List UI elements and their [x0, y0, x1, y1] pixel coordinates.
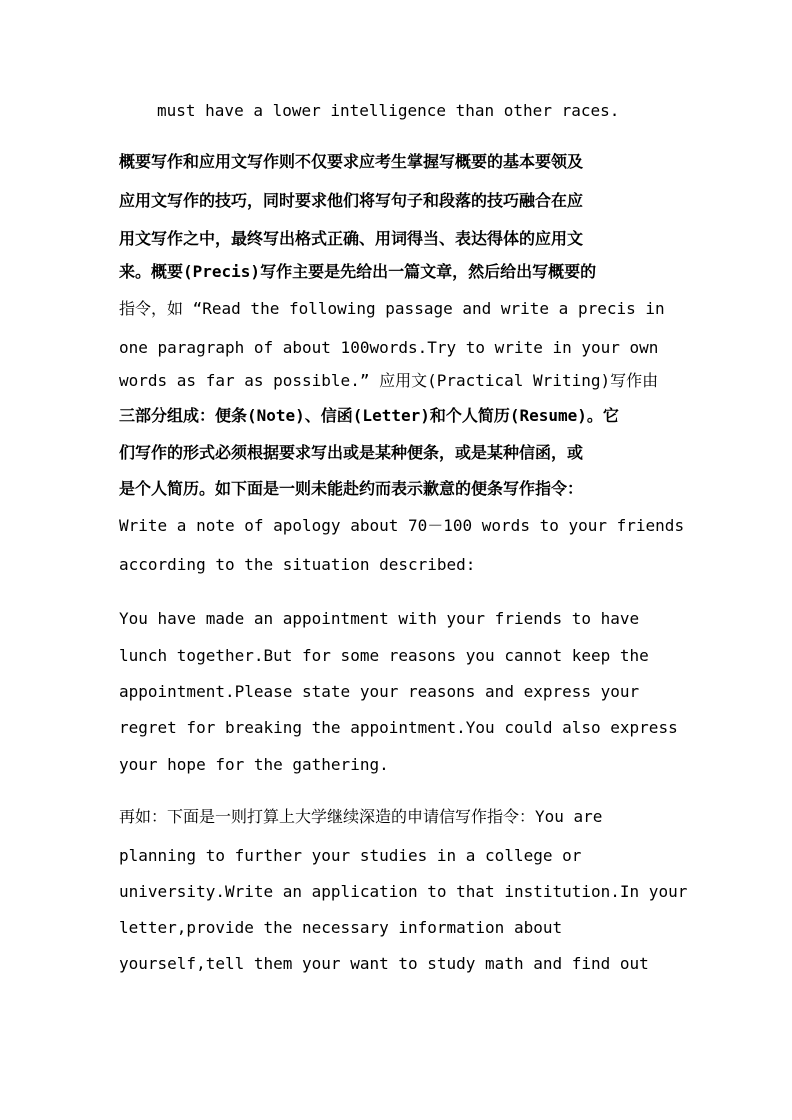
- text-line-2: 概要写作和应用文写作则不仅要求应考生掌握写概要的基本要领及: [119, 152, 584, 171]
- text-line-11: 是个人简历。如下面是一则未能赴约而表示歉意的便条写作指令：: [119, 479, 584, 498]
- text-line-23: yourself,tell them your want to study math and find out: [119, 954, 649, 973]
- text-line-9: 三部分组成：便条(Note)、信函(Letter)和个人简历(Resume)。它: [119, 406, 619, 425]
- text-line-17: regret for breaking the appointment.You could also express: [119, 718, 678, 737]
- text-line-20: planning to further your studies in a college or: [119, 846, 582, 865]
- text-line-7: one paragraph of about 100words.Try to write in your own: [119, 338, 659, 357]
- text-line-3: 应用文写作的技巧，同时要求他们将写句子和段落的技巧融合在应: [119, 191, 584, 210]
- text-line-18: your hope for the gathering.: [119, 755, 389, 774]
- text-line-12: Write a note of apology about 70－100 words to your friends: [119, 516, 685, 535]
- text-line-8: words as far as possible.” 应用文(Practical Writing)写作由: [119, 371, 659, 390]
- text-line-1: must have a lower intelligence than other races.: [157, 101, 620, 120]
- text-line-6: 指令，如 “Read the following passage and write a precis in: [119, 299, 665, 318]
- text-line-19: 再如：下面是一则打算上大学继续深造的申请信写作指令：You are: [119, 807, 603, 826]
- text-line-13: according to the situation described:: [119, 555, 476, 574]
- text-line-5: 来。概要(Precis)写作主要是先给出一篇文章，然后给出写概要的: [119, 262, 597, 281]
- text-line-21: university.Write an application to that institution.In your: [119, 882, 688, 901]
- text-line-4: 用文写作之中，最终写出格式正确、用词得当、表达得体的应用文: [119, 229, 584, 248]
- text-line-22: letter,provide the necessary information about: [119, 918, 563, 937]
- text-line-15: lunch together.But for some reasons you cannot keep the: [119, 646, 649, 665]
- text-line-16: appointment.Please state your reasons and express your: [119, 682, 640, 701]
- text-line-10: 们写作的形式必须根据要求写出或是某种便条，或是某种信函，或: [119, 443, 584, 462]
- text-line-14: You have made an appointment with your friends to have: [119, 609, 640, 628]
